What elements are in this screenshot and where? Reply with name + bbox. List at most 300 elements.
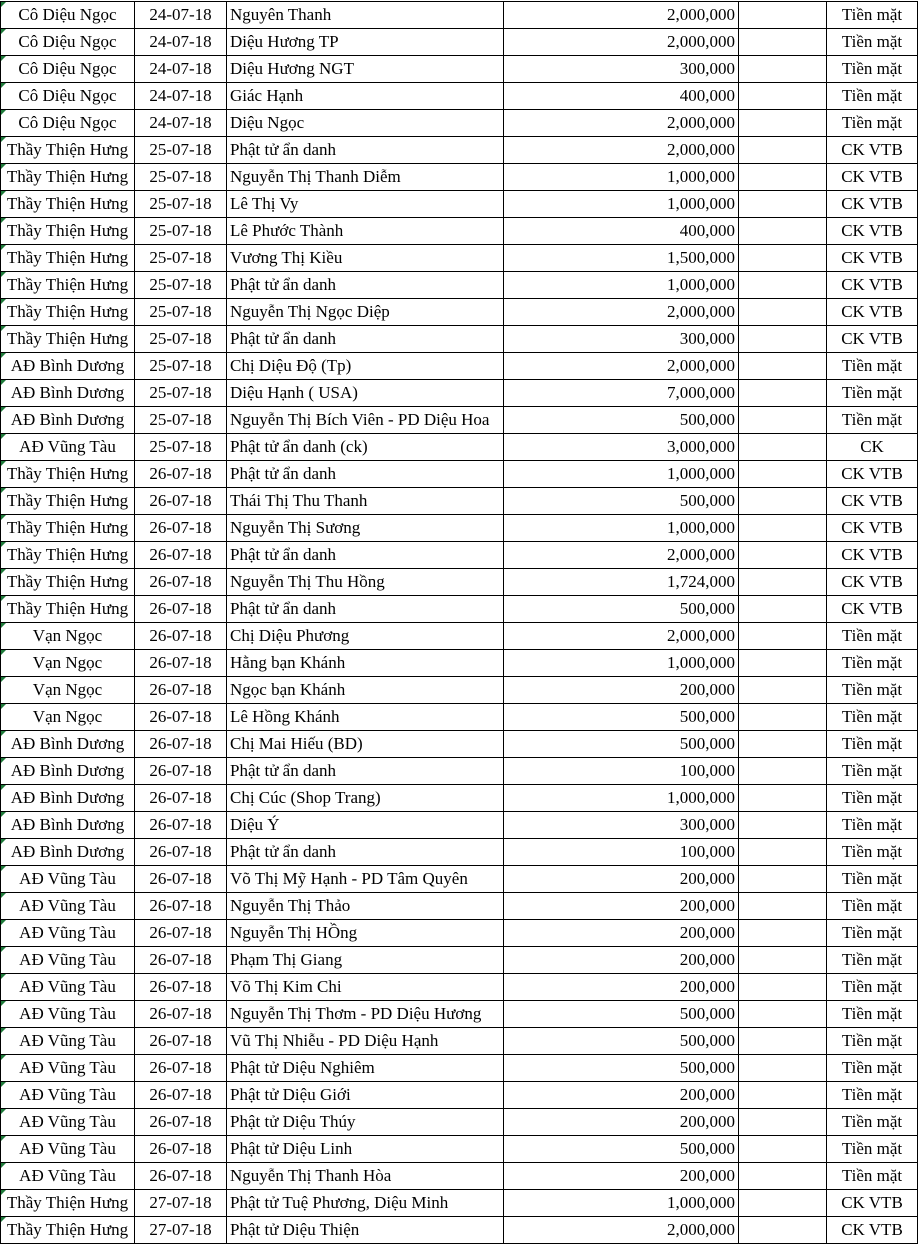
cell-date[interactable]: 26-07-18: [135, 1136, 227, 1163]
cell-donor-name[interactable]: Giác Hạnh: [227, 83, 504, 110]
cell-payment-method[interactable]: Tiền mặt: [827, 839, 918, 866]
cell-date[interactable]: 26-07-18: [135, 1055, 227, 1082]
cell-donor-name[interactable]: Nguyên Thanh: [227, 2, 504, 29]
cell-payment-method[interactable]: Tiền mặt: [827, 1163, 918, 1190]
cell-person[interactable]: Vạn Ngọc: [1, 677, 135, 704]
cell-empty[interactable]: [739, 704, 827, 731]
cell-payment-method[interactable]: Tiền mặt: [827, 677, 918, 704]
cell-empty[interactable]: [739, 1028, 827, 1055]
cell-donor-name[interactable]: Nguyễn Thị HỒng: [227, 920, 504, 947]
cell-donor-name[interactable]: Phạm Thị Giang: [227, 947, 504, 974]
cell-payment-method[interactable]: Tiền mặt: [827, 1082, 918, 1109]
cell-payment-method[interactable]: Tiền mặt: [827, 380, 918, 407]
cell-person[interactable]: AĐ Bình Dương: [1, 839, 135, 866]
cell-payment-method[interactable]: CK VTB: [827, 596, 918, 623]
table-row: [1, 596, 918, 623]
table-row: [1, 191, 918, 218]
cell-date[interactable]: 26-07-18: [135, 596, 227, 623]
cell-date[interactable]: 26-07-18: [135, 785, 227, 812]
cell-payment-method[interactable]: Tiền mặt: [827, 353, 918, 380]
cell-donor-name[interactable]: Chị Cúc (Shop Trang): [227, 785, 504, 812]
cell-payment-method[interactable]: Tiền mặt: [827, 623, 918, 650]
cell-donor-name[interactable]: Lê Hồng Khánh: [227, 704, 504, 731]
table-row: [1, 677, 918, 704]
cell-payment-method[interactable]: CK VTB: [827, 569, 918, 596]
cell-date[interactable]: 25-07-18: [135, 299, 227, 326]
cell-payment-method[interactable]: CK VTB: [827, 218, 918, 245]
cell-empty[interactable]: [739, 407, 827, 434]
cell-amount[interactable]: 200,000: [504, 1109, 739, 1136]
cell-amount[interactable]: 500,000: [504, 596, 739, 623]
cell-donor-name[interactable]: Phật tử Diệu Linh: [227, 1136, 504, 1163]
cell-payment-method[interactable]: Tiền mặt: [827, 866, 918, 893]
table-row: [1, 2, 918, 29]
cell-person[interactable]: Cô Diệu Ngọc: [1, 2, 135, 29]
cell-payment-method[interactable]: Tiền mặt: [827, 731, 918, 758]
cell-empty[interactable]: [739, 353, 827, 380]
cell-amount[interactable]: 200,000: [504, 893, 739, 920]
cell-empty[interactable]: [739, 2, 827, 29]
cell-empty[interactable]: [739, 488, 827, 515]
table-row: [1, 29, 918, 56]
cell-date[interactable]: 26-07-18: [135, 920, 227, 947]
cell-person[interactable]: Thầy Thiện Hưng: [1, 164, 135, 191]
cell-empty[interactable]: [739, 137, 827, 164]
cell-person[interactable]: AĐ Vũng Tàu: [1, 1109, 135, 1136]
cell-date[interactable]: 24-07-18: [135, 110, 227, 137]
cell-empty[interactable]: [739, 1109, 827, 1136]
cell-amount[interactable]: 200,000: [504, 677, 739, 704]
cell-amount[interactable]: 3,000,000: [504, 434, 739, 461]
cell-date[interactable]: 25-07-18: [135, 434, 227, 461]
cell-amount[interactable]: 200,000: [504, 1163, 739, 1190]
cell-date[interactable]: 26-07-18: [135, 893, 227, 920]
cell-person[interactable]: AĐ Vũng Tàu: [1, 920, 135, 947]
cell-donor-name[interactable]: Phật tử Diệu Thúy: [227, 1109, 504, 1136]
cell-empty[interactable]: [739, 569, 827, 596]
cell-amount[interactable]: 500,000: [504, 1055, 739, 1082]
cell-amount[interactable]: 300,000: [504, 812, 739, 839]
table-body: [1, 2, 918, 1244]
cell-donor-name[interactable]: Nguyễn Thị Sương: [227, 515, 504, 542]
cell-person[interactable]: AĐ Bình Dương: [1, 353, 135, 380]
cell-person[interactable]: Cô Diệu Ngọc: [1, 83, 135, 110]
cell-person[interactable]: Vạn Ngọc: [1, 650, 135, 677]
cell-date[interactable]: 26-07-18: [135, 1028, 227, 1055]
cell-payment-method[interactable]: Tiền mặt: [827, 1136, 918, 1163]
cell-payment-method[interactable]: CK VTB: [827, 461, 918, 488]
cell-person[interactable]: AĐ Bình Dương: [1, 407, 135, 434]
cell-amount[interactable]: 2,000,000: [504, 542, 739, 569]
cell-amount[interactable]: 200,000: [504, 866, 739, 893]
table-row: [1, 83, 918, 110]
cell-amount[interactable]: 500,000: [504, 1001, 739, 1028]
cell-empty[interactable]: [739, 866, 827, 893]
cell-amount[interactable]: 2,000,000: [504, 353, 739, 380]
cell-empty[interactable]: [739, 812, 827, 839]
cell-payment-method[interactable]: Tiền mặt: [827, 110, 918, 137]
table-row: [1, 1136, 918, 1163]
cell-empty[interactable]: [739, 1082, 827, 1109]
cell-payment-method[interactable]: CK VTB: [827, 191, 918, 218]
cell-date[interactable]: 25-07-18: [135, 218, 227, 245]
cell-date[interactable]: 26-07-18: [135, 515, 227, 542]
cell-donor-name[interactable]: Diệu Ý: [227, 812, 504, 839]
cell-date[interactable]: 26-07-18: [135, 839, 227, 866]
cell-person[interactable]: AĐ Vũng Tàu: [1, 1136, 135, 1163]
cell-amount[interactable]: 500,000: [504, 704, 739, 731]
cell-amount[interactable]: 2,000,000: [504, 299, 739, 326]
cell-person[interactable]: Thầy Thiện Hưng: [1, 1217, 135, 1244]
cell-date[interactable]: 26-07-18: [135, 1109, 227, 1136]
cell-person[interactable]: AĐ Vũng Tàu: [1, 974, 135, 1001]
table-row: [1, 56, 918, 83]
cell-amount[interactable]: 100,000: [504, 839, 739, 866]
cell-empty[interactable]: [739, 164, 827, 191]
cell-payment-method[interactable]: Tiền mặt: [827, 893, 918, 920]
cell-amount[interactable]: 2,000,000: [504, 29, 739, 56]
cell-date[interactable]: 24-07-18: [135, 29, 227, 56]
cell-person[interactable]: Thầy Thiện Hưng: [1, 461, 135, 488]
cell-empty[interactable]: [739, 326, 827, 353]
cell-amount[interactable]: 2,000,000: [504, 137, 739, 164]
cell-amount[interactable]: 500,000: [504, 731, 739, 758]
cell-amount[interactable]: 500,000: [504, 1028, 739, 1055]
cell-empty[interactable]: [739, 1163, 827, 1190]
cell-date[interactable]: 25-07-18: [135, 191, 227, 218]
cell-date[interactable]: 26-07-18: [135, 488, 227, 515]
cell-empty[interactable]: [739, 677, 827, 704]
cell-date[interactable]: 26-07-18: [135, 1163, 227, 1190]
cell-donor-name[interactable]: Phật tử ẩn danh: [227, 839, 504, 866]
cell-date[interactable]: 24-07-18: [135, 2, 227, 29]
cell-date[interactable]: 24-07-18: [135, 56, 227, 83]
cell-donor-name[interactable]: Diệu Hạnh ( USA): [227, 380, 504, 407]
cell-person[interactable]: AĐ Vũng Tàu: [1, 1163, 135, 1190]
cell-donor-name[interactable]: Vũ Thị Nhiễu - PD Diệu Hạnh: [227, 1028, 504, 1055]
cell-donor-name[interactable]: Nguyễn Thị Thơm - PD Diệu Hương: [227, 1001, 504, 1028]
cell-payment-method[interactable]: CK: [827, 434, 918, 461]
table-row: [1, 839, 918, 866]
table-row: [1, 1028, 918, 1055]
cell-date[interactable]: 25-07-18: [135, 407, 227, 434]
cell-date[interactable]: 26-07-18: [135, 569, 227, 596]
cell-person[interactable]: Thầy Thiện Hưng: [1, 218, 135, 245]
cell-empty[interactable]: [739, 380, 827, 407]
cell-payment-method[interactable]: Tiền mặt: [827, 920, 918, 947]
cell-date[interactable]: 25-07-18: [135, 272, 227, 299]
cell-date[interactable]: 25-07-18: [135, 326, 227, 353]
cell-amount[interactable]: 1,000,000: [504, 515, 739, 542]
cell-donor-name[interactable]: Nguyễn Thị Thảo: [227, 893, 504, 920]
cell-payment-method[interactable]: Tiền mặt: [827, 2, 918, 29]
cell-empty[interactable]: [739, 839, 827, 866]
cell-donor-name[interactable]: Phật tử ẩn danh: [227, 326, 504, 353]
cell-person[interactable]: Thầy Thiện Hưng: [1, 191, 135, 218]
cell-amount[interactable]: 1,500,000: [504, 245, 739, 272]
cell-empty[interactable]: [739, 1055, 827, 1082]
cell-payment-method[interactable]: CK VTB: [827, 245, 918, 272]
cell-amount[interactable]: 2,000,000: [504, 2, 739, 29]
cell-empty[interactable]: [739, 596, 827, 623]
cell-donor-name[interactable]: Phật tử Diệu Thiện: [227, 1217, 504, 1244]
cell-person[interactable]: Vạn Ngọc: [1, 704, 135, 731]
donation-table: [0, 1, 918, 1244]
cell-empty[interactable]: [739, 1190, 827, 1217]
cell-person[interactable]: AĐ Vũng Tàu: [1, 434, 135, 461]
cell-amount[interactable]: 200,000: [504, 1082, 739, 1109]
cell-donor-name[interactable]: Chị Diệu Độ (Tp): [227, 353, 504, 380]
cell-payment-method[interactable]: CK VTB: [827, 488, 918, 515]
cell-date[interactable]: 25-07-18: [135, 164, 227, 191]
cell-date[interactable]: 26-07-18: [135, 974, 227, 1001]
cell-person[interactable]: AĐ Vũng Tàu: [1, 1028, 135, 1055]
cell-payment-method[interactable]: CK VTB: [827, 164, 918, 191]
cell-payment-method[interactable]: CK VTB: [827, 1217, 918, 1244]
cell-donor-name[interactable]: Ngọc bạn Khánh: [227, 677, 504, 704]
cell-donor-name[interactable]: Thái Thị Thu Thanh: [227, 488, 504, 515]
cell-empty[interactable]: [739, 110, 827, 137]
cell-person[interactable]: AĐ Vũng Tàu: [1, 1055, 135, 1082]
cell-donor-name[interactable]: Lê Thị Vy: [227, 191, 504, 218]
cell-date[interactable]: 26-07-18: [135, 758, 227, 785]
cell-empty[interactable]: [739, 1136, 827, 1163]
table-row: [1, 731, 918, 758]
cell-date[interactable]: 26-07-18: [135, 704, 227, 731]
cell-amount[interactable]: 2,000,000: [504, 623, 739, 650]
cell-person[interactable]: AĐ Bình Dương: [1, 758, 135, 785]
cell-person[interactable]: AĐ Bình Dương: [1, 731, 135, 758]
cell-donor-name[interactable]: Lê Phước Thành: [227, 218, 504, 245]
cell-payment-method[interactable]: CK VTB: [827, 542, 918, 569]
cell-date[interactable]: 25-07-18: [135, 245, 227, 272]
cell-payment-method[interactable]: Tiền mặt: [827, 974, 918, 1001]
cell-donor-name[interactable]: Phật tử ẩn danh: [227, 272, 504, 299]
cell-donor-name[interactable]: Phật tử ẩn danh: [227, 137, 504, 164]
cell-empty[interactable]: [739, 191, 827, 218]
cell-amount[interactable]: 7,000,000: [504, 380, 739, 407]
cell-amount[interactable]: 1,000,000: [504, 650, 739, 677]
cell-donor-name[interactable]: Phật tử ẩn danh: [227, 461, 504, 488]
cell-amount[interactable]: 400,000: [504, 218, 739, 245]
cell-amount[interactable]: 300,000: [504, 56, 739, 83]
cell-payment-method[interactable]: CK VTB: [827, 137, 918, 164]
table-row: [1, 650, 918, 677]
cell-payment-method[interactable]: CK VTB: [827, 272, 918, 299]
cell-empty[interactable]: [739, 1001, 827, 1028]
cell-donor-name[interactable]: Phật tử ẩn danh (ck): [227, 434, 504, 461]
cell-person[interactable]: Thầy Thiện Hưng: [1, 137, 135, 164]
cell-empty[interactable]: [739, 542, 827, 569]
cell-donor-name[interactable]: Diệu Hương NGT: [227, 56, 504, 83]
cell-amount[interactable]: 1,000,000: [504, 785, 739, 812]
cell-donor-name[interactable]: Chị Mai Hiếu (BD): [227, 731, 504, 758]
cell-donor-name[interactable]: Võ Thị Kim Chi: [227, 974, 504, 1001]
cell-amount[interactable]: 500,000: [504, 407, 739, 434]
cell-person[interactable]: Cô Diệu Ngọc: [1, 56, 135, 83]
cell-amount[interactable]: 1,000,000: [504, 461, 739, 488]
cell-donor-name[interactable]: Diệu Hương TP: [227, 29, 504, 56]
cell-amount[interactable]: 1,000,000: [504, 191, 739, 218]
cell-amount[interactable]: 1,000,000: [504, 1190, 739, 1217]
cell-donor-name[interactable]: Phật tử ẩn danh: [227, 542, 504, 569]
cell-empty[interactable]: [739, 434, 827, 461]
cell-person[interactable]: AĐ Bình Dương: [1, 812, 135, 839]
cell-empty[interactable]: [739, 272, 827, 299]
cell-donor-name[interactable]: Vương Thị Kiều: [227, 245, 504, 272]
cell-donor-name[interactable]: Phật tử ẩn danh: [227, 758, 504, 785]
cell-date[interactable]: 26-07-18: [135, 812, 227, 839]
cell-amount[interactable]: 400,000: [504, 83, 739, 110]
cell-empty[interactable]: [739, 650, 827, 677]
cell-payment-method[interactable]: Tiền mặt: [827, 650, 918, 677]
cell-amount[interactable]: 200,000: [504, 947, 739, 974]
cell-amount[interactable]: 100,000: [504, 758, 739, 785]
table-row: [1, 1163, 918, 1190]
cell-payment-method[interactable]: Tiền mặt: [827, 947, 918, 974]
cell-payment-method[interactable]: Tiền mặt: [827, 83, 918, 110]
cell-amount[interactable]: 2,000,000: [504, 110, 739, 137]
cell-person[interactable]: Cô Diệu Ngọc: [1, 110, 135, 137]
cell-payment-method[interactable]: CK VTB: [827, 1190, 918, 1217]
cell-date[interactable]: 26-07-18: [135, 461, 227, 488]
cell-donor-name[interactable]: Phật tử ẩn danh: [227, 596, 504, 623]
cell-date[interactable]: 26-07-18: [135, 623, 227, 650]
cell-donor-name[interactable]: Diệu Ngọc: [227, 110, 504, 137]
cell-donor-name[interactable]: Phật tử Diệu Giới: [227, 1082, 504, 1109]
cell-donor-name[interactable]: Hằng bạn Khánh: [227, 650, 504, 677]
cell-amount[interactable]: 200,000: [504, 974, 739, 1001]
cell-date[interactable]: 27-07-18: [135, 1217, 227, 1244]
cell-date[interactable]: 26-07-18: [135, 947, 227, 974]
table-row: [1, 1190, 918, 1217]
cell-person[interactable]: Thầy Thiện Hưng: [1, 1190, 135, 1217]
cell-empty[interactable]: [739, 218, 827, 245]
cell-empty[interactable]: [739, 29, 827, 56]
cell-donor-name[interactable]: Nguyễn Thị Thu Hồng: [227, 569, 504, 596]
cell-payment-method[interactable]: Tiền mặt: [827, 29, 918, 56]
table-row: [1, 866, 918, 893]
cell-amount[interactable]: 500,000: [504, 488, 739, 515]
cell-person[interactable]: Thầy Thiện Hưng: [1, 299, 135, 326]
cell-donor-name[interactable]: Nguyễn Thị Thanh Diễm: [227, 164, 504, 191]
cell-person[interactable]: Thầy Thiện Hưng: [1, 245, 135, 272]
cell-empty[interactable]: [739, 1217, 827, 1244]
table-row: [1, 974, 918, 1001]
cell-amount[interactable]: 1,000,000: [504, 272, 739, 299]
cell-payment-method[interactable]: Tiền mặt: [827, 1109, 918, 1136]
table-row: [1, 704, 918, 731]
cell-person[interactable]: Thầy Thiện Hưng: [1, 569, 135, 596]
cell-donor-name[interactable]: Chị Diệu Phương: [227, 623, 504, 650]
cell-amount[interactable]: 200,000: [504, 920, 739, 947]
cell-donor-name[interactable]: Võ Thị Mỹ Hạnh - PD Tâm Quyên: [227, 866, 504, 893]
cell-empty[interactable]: [739, 974, 827, 1001]
cell-person[interactable]: AĐ Vũng Tàu: [1, 947, 135, 974]
table-row: [1, 110, 918, 137]
cell-person[interactable]: AĐ Vũng Tàu: [1, 866, 135, 893]
cell-person[interactable]: AĐ Vũng Tàu: [1, 1001, 135, 1028]
table-row: [1, 893, 918, 920]
cell-payment-method[interactable]: Tiền mặt: [827, 704, 918, 731]
cell-amount[interactable]: 1,724,000: [504, 569, 739, 596]
cell-date[interactable]: 26-07-18: [135, 1001, 227, 1028]
cell-empty[interactable]: [739, 299, 827, 326]
cell-person[interactable]: Thầy Thiện Hưng: [1, 326, 135, 353]
cell-payment-method[interactable]: Tiền mặt: [827, 1055, 918, 1082]
cell-empty[interactable]: [739, 515, 827, 542]
cell-donor-name[interactable]: Nguyễn Thị Thanh Hòa: [227, 1163, 504, 1190]
cell-payment-method[interactable]: CK VTB: [827, 515, 918, 542]
cell-empty[interactable]: [739, 731, 827, 758]
cell-amount[interactable]: 500,000: [504, 1136, 739, 1163]
cell-payment-method[interactable]: CK VTB: [827, 299, 918, 326]
cell-person[interactable]: AĐ Bình Dương: [1, 380, 135, 407]
cell-empty[interactable]: [739, 83, 827, 110]
cell-payment-method[interactable]: Tiền mặt: [827, 407, 918, 434]
cell-amount[interactable]: 2,000,000: [504, 1217, 739, 1244]
cell-date[interactable]: 26-07-18: [135, 542, 227, 569]
cell-person[interactable]: Cô Diệu Ngọc: [1, 29, 135, 56]
cell-date[interactable]: 24-07-18: [135, 83, 227, 110]
cell-person[interactable]: Thầy Thiện Hưng: [1, 515, 135, 542]
cell-person[interactable]: AĐ Vũng Tàu: [1, 893, 135, 920]
cell-person[interactable]: Thầy Thiện Hưng: [1, 272, 135, 299]
cell-date[interactable]: 27-07-18: [135, 1190, 227, 1217]
cell-empty[interactable]: [739, 623, 827, 650]
cell-empty[interactable]: [739, 893, 827, 920]
cell-empty[interactable]: [739, 947, 827, 974]
cell-empty[interactable]: [739, 56, 827, 83]
table-row: [1, 353, 918, 380]
cell-date[interactable]: 26-07-18: [135, 677, 227, 704]
cell-date[interactable]: 26-07-18: [135, 650, 227, 677]
cell-donor-name[interactable]: Phật tử Diệu Nghiêm: [227, 1055, 504, 1082]
cell-date[interactable]: 25-07-18: [135, 137, 227, 164]
cell-payment-method[interactable]: Tiền mặt: [827, 812, 918, 839]
cell-person[interactable]: Thầy Thiện Hưng: [1, 542, 135, 569]
cell-payment-method[interactable]: Tiền mặt: [827, 1001, 918, 1028]
cell-payment-method[interactable]: Tiền mặt: [827, 1028, 918, 1055]
table-row: [1, 137, 918, 164]
cell-donor-name[interactable]: Phật tử Tuệ Phương, Diệu Minh: [227, 1190, 504, 1217]
cell-donor-name[interactable]: Nguyễn Thị Ngọc Diệp: [227, 299, 504, 326]
cell-payment-method[interactable]: Tiền mặt: [827, 785, 918, 812]
cell-person[interactable]: AĐ Bình Dương: [1, 785, 135, 812]
cell-date[interactable]: 26-07-18: [135, 1082, 227, 1109]
cell-person[interactable]: AĐ Vũng Tàu: [1, 1082, 135, 1109]
cell-empty[interactable]: [739, 920, 827, 947]
cell-person[interactable]: Vạn Ngọc: [1, 623, 135, 650]
cell-date[interactable]: 26-07-18: [135, 731, 227, 758]
cell-empty[interactable]: [739, 245, 827, 272]
cell-amount[interactable]: 300,000: [504, 326, 739, 353]
cell-person[interactable]: Thầy Thiện Hưng: [1, 596, 135, 623]
cell-person[interactable]: Thầy Thiện Hưng: [1, 488, 135, 515]
table-row: [1, 515, 918, 542]
cell-empty[interactable]: [739, 785, 827, 812]
cell-payment-method[interactable]: Tiền mặt: [827, 758, 918, 785]
cell-payment-method[interactable]: Tiền mặt: [827, 56, 918, 83]
cell-empty[interactable]: [739, 758, 827, 785]
cell-donor-name[interactable]: Nguyễn Thị Bích Viên - PD Diệu Hoa: [227, 407, 504, 434]
cell-amount[interactable]: 1,000,000: [504, 164, 739, 191]
cell-empty[interactable]: [739, 461, 827, 488]
cell-date[interactable]: 26-07-18: [135, 866, 227, 893]
cell-date[interactable]: 25-07-18: [135, 380, 227, 407]
cell-date[interactable]: 25-07-18: [135, 353, 227, 380]
cell-payment-method[interactable]: CK VTB: [827, 326, 918, 353]
